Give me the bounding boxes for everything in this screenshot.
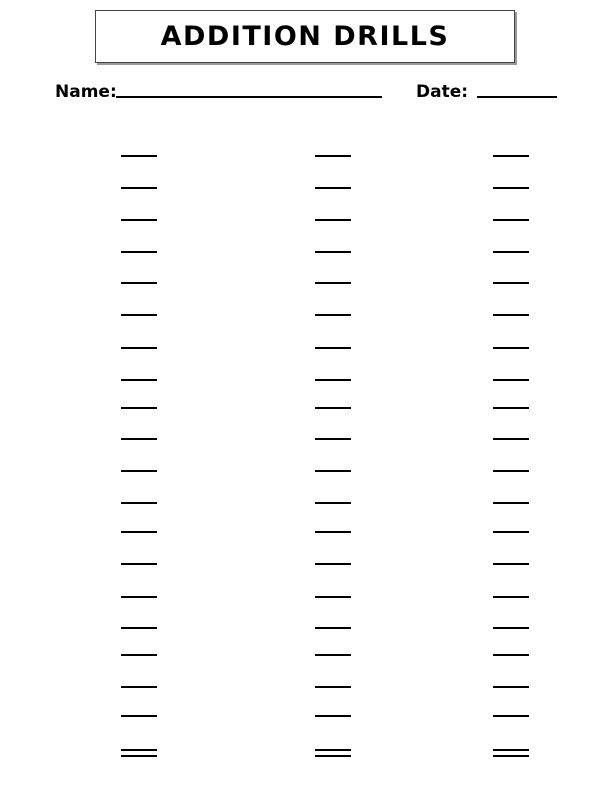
answer-blank[interactable] <box>121 755 157 757</box>
answer-blank[interactable] <box>493 379 529 381</box>
answer-blank[interactable] <box>315 470 351 472</box>
answer-blank[interactable] <box>121 314 157 316</box>
answer-blank[interactable] <box>315 438 351 440</box>
answer-blank[interactable] <box>493 155 529 157</box>
answer-blank[interactable] <box>121 686 157 688</box>
answer-blank[interactable] <box>315 407 351 409</box>
answer-blank[interactable] <box>493 654 529 656</box>
answer-blank[interactable] <box>315 654 351 656</box>
answer-blank[interactable] <box>493 686 529 688</box>
answer-blank[interactable] <box>493 755 529 757</box>
answer-blank[interactable] <box>121 438 157 440</box>
answer-blank[interactable] <box>315 531 351 533</box>
name-line[interactable] <box>116 96 382 98</box>
answer-blank[interactable] <box>493 531 529 533</box>
answer-blank[interactable] <box>315 155 351 157</box>
answer-blank[interactable] <box>493 715 529 717</box>
answer-blank[interactable] <box>315 627 351 629</box>
answer-blank[interactable] <box>315 314 351 316</box>
answer-blank[interactable] <box>493 596 529 598</box>
answer-blank[interactable] <box>121 282 157 284</box>
answer-blank[interactable] <box>493 627 529 629</box>
answer-blank[interactable] <box>121 407 157 409</box>
answer-blank[interactable] <box>121 347 157 349</box>
answer-blank[interactable] <box>315 596 351 598</box>
date-line[interactable] <box>477 96 557 98</box>
answer-blank[interactable] <box>315 282 351 284</box>
answer-blank[interactable] <box>315 502 351 504</box>
answer-blank[interactable] <box>121 219 157 221</box>
answer-blank[interactable] <box>493 502 529 504</box>
answer-blank[interactable] <box>493 187 529 189</box>
answer-blank[interactable] <box>493 282 529 284</box>
answer-blank[interactable] <box>121 596 157 598</box>
answer-blank[interactable] <box>121 749 157 751</box>
answer-blank[interactable] <box>121 155 157 157</box>
worksheet-title: ADDITION DRILLS <box>95 10 515 63</box>
answer-blank[interactable] <box>493 407 529 409</box>
answer-blank[interactable] <box>121 715 157 717</box>
answer-blank[interactable] <box>315 379 351 381</box>
answer-blank[interactable] <box>493 314 529 316</box>
answer-blank[interactable] <box>493 749 529 751</box>
answer-blank[interactable] <box>315 251 351 253</box>
answer-blank[interactable] <box>121 627 157 629</box>
answer-blank[interactable] <box>121 563 157 565</box>
answer-blank[interactable] <box>493 219 529 221</box>
answer-blank[interactable] <box>315 187 351 189</box>
answer-blank[interactable] <box>315 755 351 757</box>
answer-blank[interactable] <box>121 502 157 504</box>
answer-blank[interactable] <box>121 379 157 381</box>
answer-blank[interactable] <box>493 347 529 349</box>
answer-blank[interactable] <box>315 347 351 349</box>
answer-blank[interactable] <box>121 654 157 656</box>
answer-blank[interactable] <box>315 563 351 565</box>
answer-blank[interactable] <box>121 470 157 472</box>
answer-blank[interactable] <box>493 470 529 472</box>
answer-blank[interactable] <box>315 686 351 688</box>
answer-blank[interactable] <box>315 219 351 221</box>
answer-blank[interactable] <box>121 531 157 533</box>
name-label: Name: <box>55 82 117 102</box>
answer-blank[interactable] <box>121 187 157 189</box>
answer-blank[interactable] <box>315 749 351 751</box>
answer-blank[interactable] <box>121 251 157 253</box>
date-label: Date: <box>416 82 469 102</box>
answer-blank[interactable] <box>493 438 529 440</box>
answer-blank[interactable] <box>493 563 529 565</box>
answer-blank[interactable] <box>493 251 529 253</box>
answer-blank[interactable] <box>315 715 351 717</box>
